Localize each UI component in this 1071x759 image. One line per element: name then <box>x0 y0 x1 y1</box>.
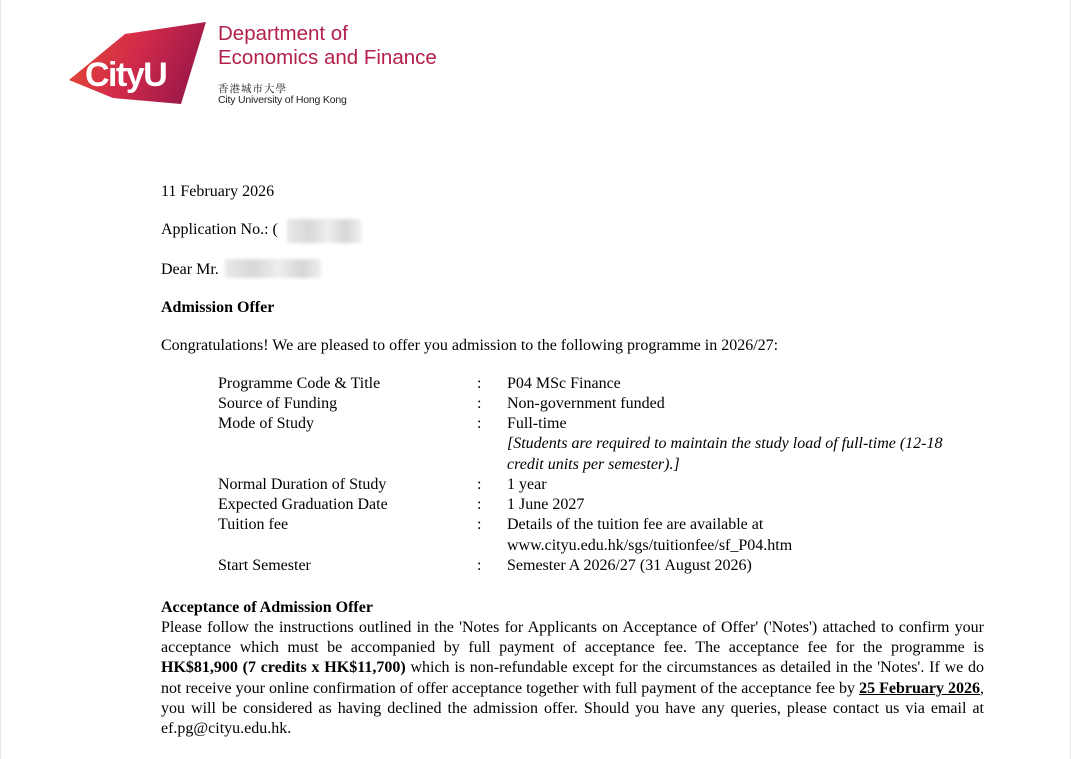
separator: : <box>477 476 482 493</box>
subject-heading: Admission Offer <box>161 299 275 316</box>
acceptance-fee: HK$81,900 (7 credits x HK$11,700) <box>161 659 406 677</box>
acceptance-text-3: , you will be considered as having declined the admission offer. Should you have any queries, please contact us via email at ef.pg@cityu.edu.hk. <box>161 679 985 738</box>
mode-value: Full-time <box>507 415 567 432</box>
separator: : <box>477 415 482 432</box>
letter-date: 11 February 2026 <box>161 183 275 200</box>
salutation: Dear Mr. <box>161 261 219 278</box>
programme-label: Programme Code & Title <box>218 375 381 392</box>
intro-paragraph: Congratulations! We are pleased to offer you admission to the following programme in 2026/27: <box>161 337 779 354</box>
application-number-label: Application No.: ( <box>161 221 278 238</box>
mode-note-line-1: [Students are required to maintain the study load of full-time (12-18 <box>507 435 943 452</box>
programme-value: P04 MSc Finance <box>507 375 621 392</box>
duration-label: Normal Duration of Study <box>218 476 387 493</box>
redacted-name <box>225 259 321 278</box>
svg-text:CityU: CityU <box>85 56 167 94</box>
acceptance-heading: Acceptance of Admission Offer <box>161 599 373 616</box>
tuition-label: Tuition fee <box>218 516 289 533</box>
acceptance-text-1: Please follow the instructions outlined in the 'Notes for Applicants on Acceptance of Offer' ('Notes') attached to confirm your acceptance which must be accompanied by full payment of acceptance fee. The acceptance fee for the programme is <box>161 619 984 657</box>
separator: : <box>477 375 482 392</box>
separator: : <box>477 496 482 513</box>
tuition-value-line-1: Details of the tuition fee are available at <box>507 516 764 533</box>
separator: : <box>477 516 482 533</box>
tuition-url[interactable]: www.cityu.edu.hk/sgs/tuitionfee/sf_P04.htm <box>507 537 793 554</box>
mode-label: Mode of Study <box>218 415 314 432</box>
acceptance-deadline: 25 February 2026 <box>859 679 981 697</box>
funding-label: Source of Funding <box>218 395 338 412</box>
cityu-logo-icon <box>69 22 209 106</box>
separator: : <box>477 395 482 412</box>
graduation-value: 1 June 2027 <box>507 496 585 513</box>
separator: : <box>477 557 482 574</box>
mode-note-line-2: credit units per semester).] <box>507 456 680 473</box>
graduation-label: Expected Graduation Date <box>218 496 388 513</box>
start-semester-value: Semester A 2026/27 (31 August 2026) <box>507 557 752 574</box>
duration-value: 1 year <box>507 476 547 493</box>
funding-value: Non-government funded <box>507 395 665 412</box>
university-english-name: City University of Hong Kong <box>218 94 347 106</box>
acceptance-paragraph <box>161 618 984 739</box>
department-name <box>218 22 437 70</box>
redacted-application-number <box>287 219 361 243</box>
dept-line-1: Department of <box>218 22 348 45</box>
dept-line-2: Economics and Finance <box>218 46 437 69</box>
acceptance-text-2: which is non-refundable except for the circumstances as detailed in the 'Notes'. If we do not receive your online confirmation of offer acceptance together with full payment of the acceptance fee by <box>161 659 985 697</box>
start-semester-label: Start Semester <box>218 557 311 574</box>
university-chinese-name: 香港城市大學 <box>218 83 287 95</box>
